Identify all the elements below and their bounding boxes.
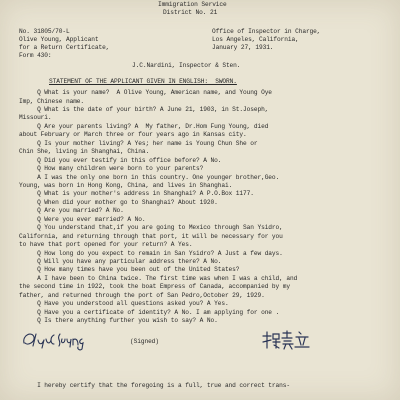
statement-line: Q How many children were born to your parents? [19, 165, 204, 173]
statement-line: Q Have you understood all questions asked you? A Yes. [19, 300, 229, 308]
statement-line: Q Are your parents living? A My father, Dr.Hom Fung Young, died [19, 122, 269, 130]
statement-line: Young, was born in Hong Kong, China, and lives in Shanghai. [19, 181, 233, 189]
form-number: Form 430: [19, 52, 52, 59]
chinese-signature [261, 330, 313, 350]
statement-line: the second time in 1922, took the boat Empress of Canada, accompanied by my [19, 283, 290, 291]
statement-line: California, and returning through that port, it will be necessary for you [19, 232, 283, 240]
service-name: Immigration Service [158, 1, 227, 8]
statement-line: Q What is your name? A Olive Young, American name, and Young Oye [19, 89, 272, 96]
statement-line: Q What is the date of your birth? A June 21, 1903, in St.Joseph, [19, 105, 269, 113]
statement-line: A I have been to China twice. The first time was when I was a child, and [19, 274, 298, 282]
statement-line: Missouri. [19, 114, 52, 122]
district-name: District No. 21 [163, 9, 218, 16]
statement-line: about February or March three or four years ago in Kansas city. [19, 131, 247, 139]
statement-line: Q Is there anything further you wish to say? A No. [19, 317, 218, 325]
document-date: January 27, 1931. [212, 44, 274, 51]
inspector-name: J.C.Nardini, Inspector & Sten. [132, 62, 241, 69]
statement-line: A I was the only one born in this country. One younger brother,Geo. [19, 173, 280, 181]
statement-line: Q Are you married? A No. [19, 207, 124, 215]
statement-line: Q Have you a certificate of identity? A No. I am applying for one . [19, 308, 280, 316]
applicant-name: Olive Young, Applicant [19, 36, 99, 43]
statement-line: Imp, Chinese name. [19, 97, 85, 105]
statement-line: Q You understand that,if you are going to Mexico through San Ysidro, [19, 224, 283, 232]
signed-label: (Signed) [130, 338, 159, 345]
office-name: Office of Inspector in Charge, [212, 28, 321, 35]
statement-line: Q Did you ever testify in this office before? A No. [19, 156, 222, 164]
english-signature [20, 329, 92, 351]
file-number: No. 31805/70-L [19, 28, 70, 35]
statement-line: father, and returned through the port of San Pedro,October 29, 1929. [19, 291, 265, 299]
application-purpose: for a Return Certificate, [19, 44, 110, 51]
statement-line: Q Will you have any particular address there? A No. [19, 258, 222, 265]
city-name: Los Angeles, California, [212, 36, 299, 43]
statement-line: Q How long do you expect to remain in San Ysidro? A Just a few days. [19, 249, 283, 257]
statement-line: Q What is your mother's address in Shanghai? A P.O.Box 1177. [19, 190, 254, 198]
statement-line: Chin She, living in Shanghai, China. [19, 148, 150, 156]
statement-heading: STATEMENT OF THE APPLICANT GIVEN IN ENGLISH: SWORN. [49, 78, 237, 85]
statement-line: Q Were you ever married? A No. [19, 215, 146, 223]
certification-line: I hereby certify that the foregoing is a full, true and correct trans- [19, 382, 290, 389]
statement-line: to have that port opened for your return? A Yes. [19, 241, 193, 249]
statement-line: Q Is your mother living? A Yes; her name is Young Chun She or [19, 139, 258, 147]
statement-line: Q How many times have you been out of the United States? [19, 266, 240, 274]
statement-line: Q When did your mother go to Shanghai? About 1920. [19, 198, 218, 206]
